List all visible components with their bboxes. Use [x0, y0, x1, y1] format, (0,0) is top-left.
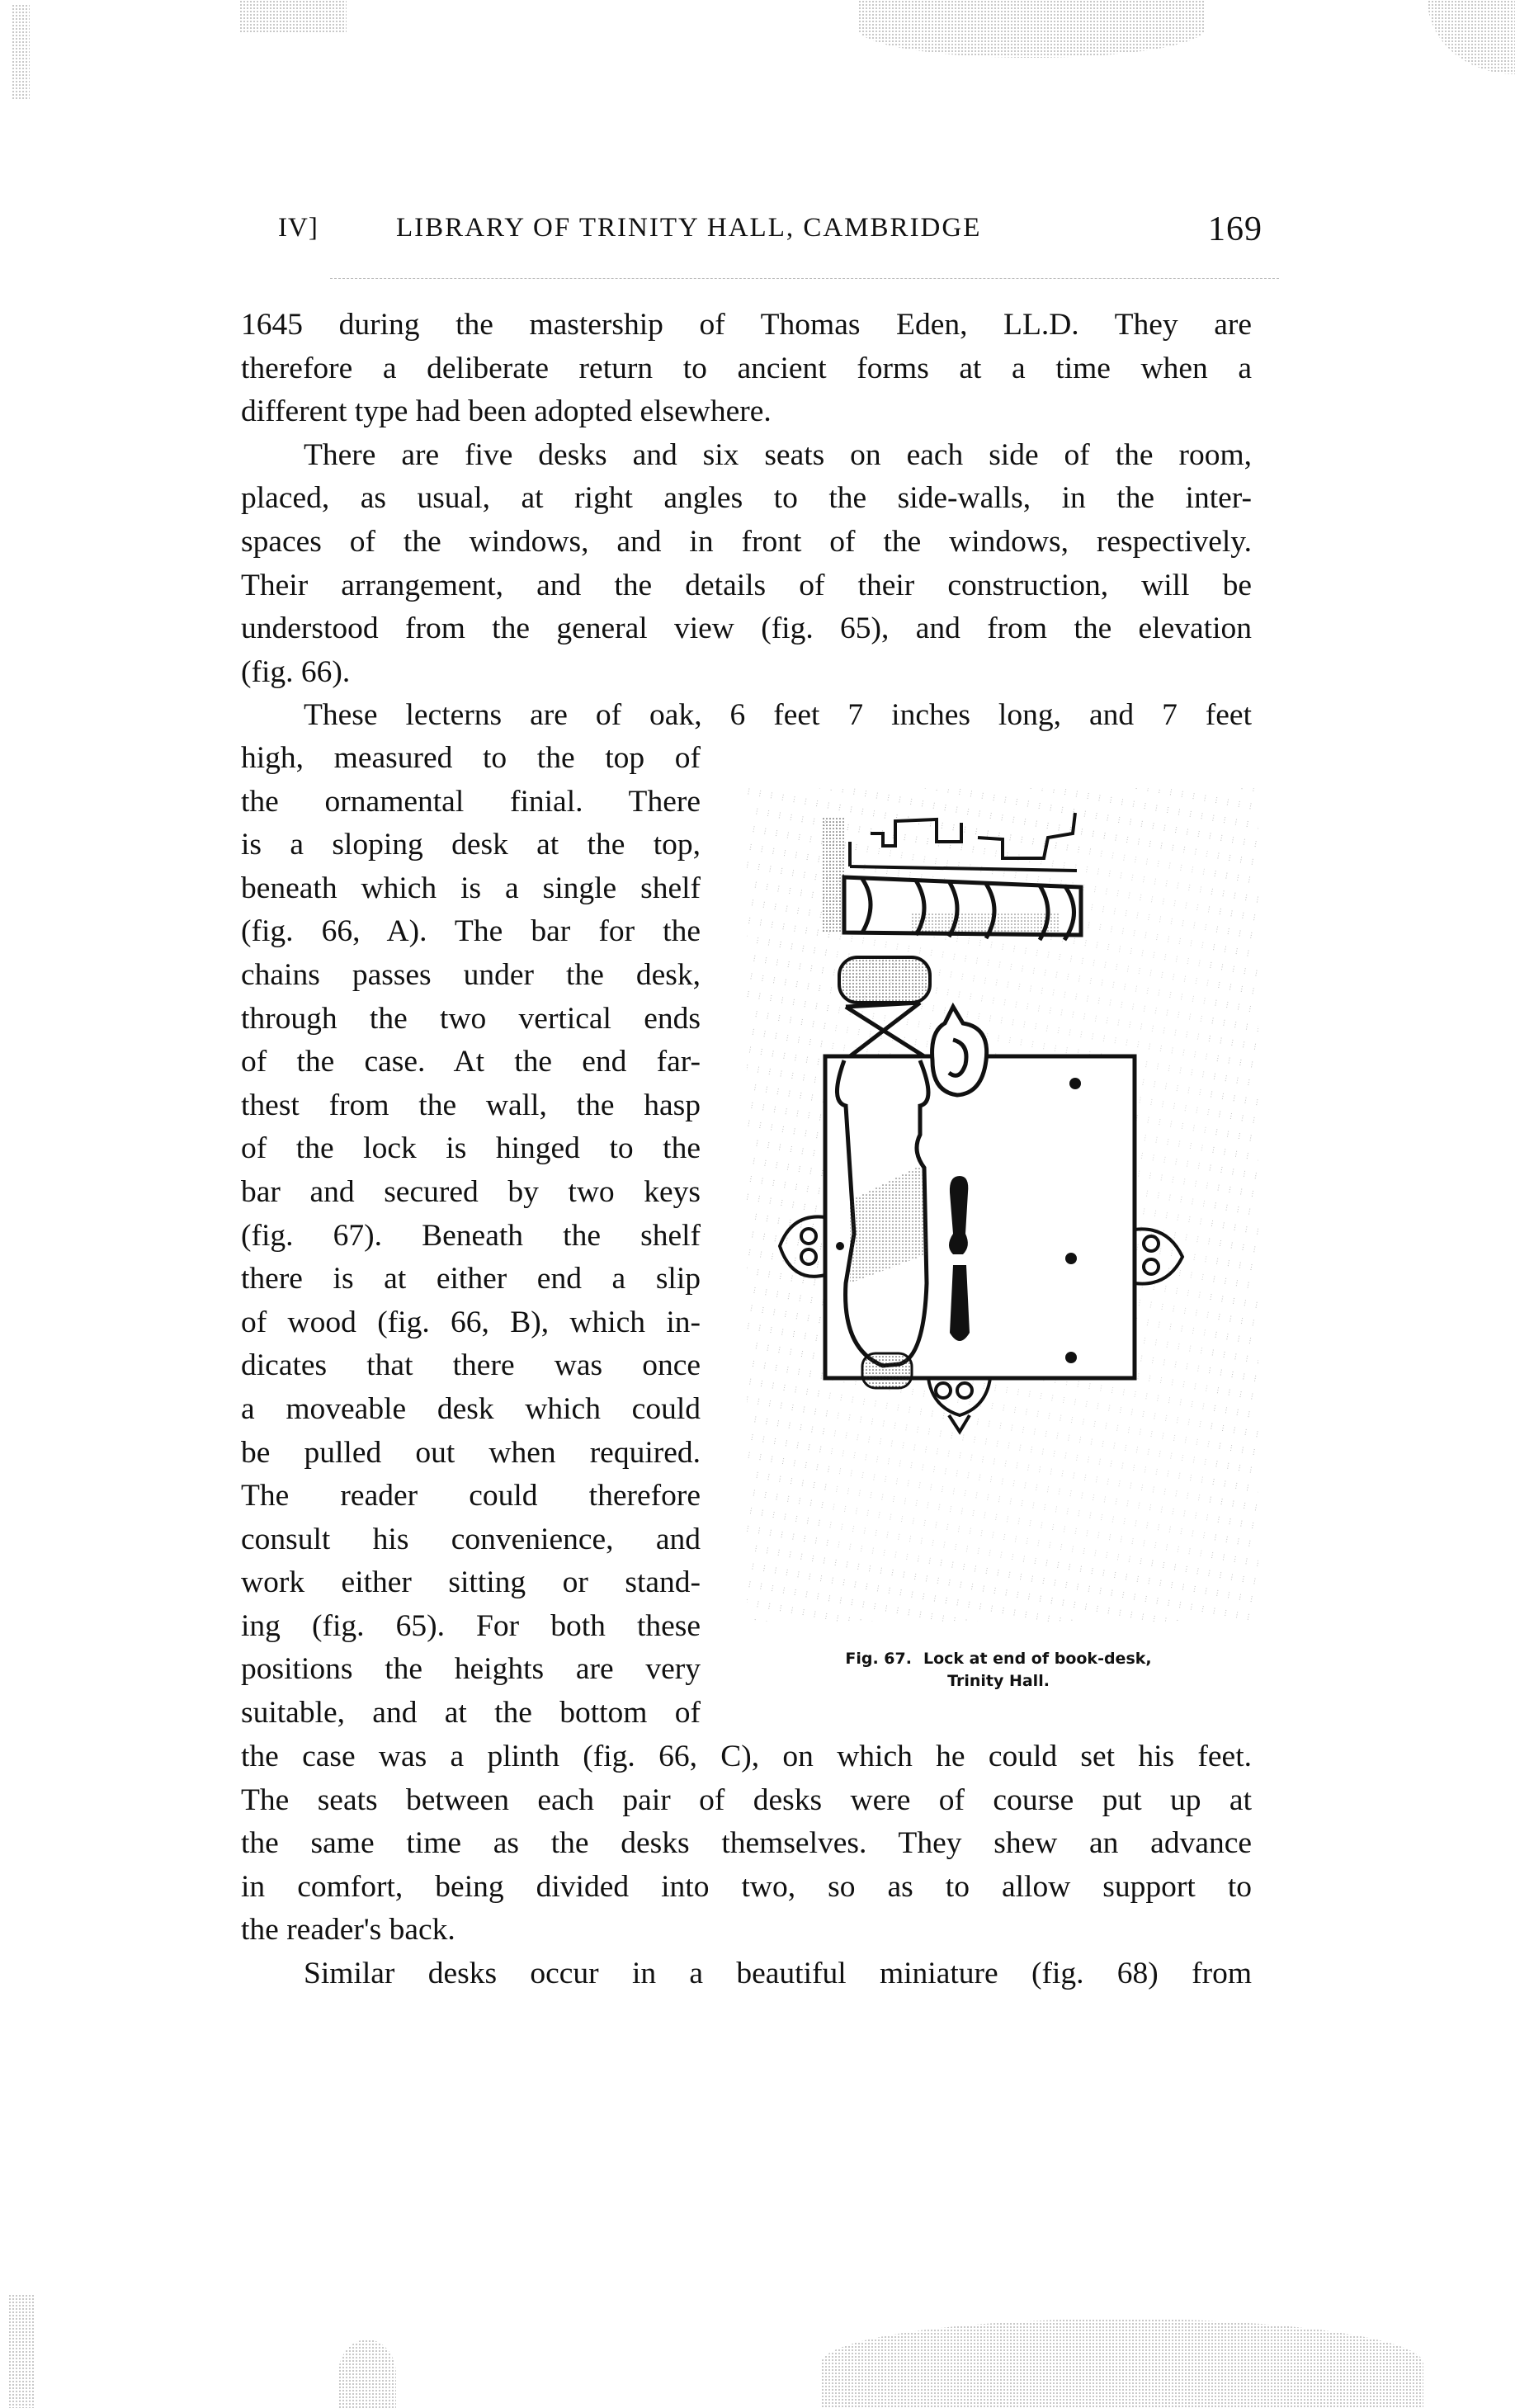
body-text-bottom: [241, 1735, 1252, 1996]
figure-label: Fig. 67.: [845, 1650, 912, 1668]
caption-line-2: Trinity Hall.: [947, 1672, 1050, 1690]
text-line: the ornamental finial. There: [241, 784, 701, 819]
paragraph: [241, 1952, 1252, 1996]
text-line: (fig. 66).: [241, 654, 351, 689]
text-line: understood from the general view (fig. 65), and from the elevation: [241, 611, 1252, 646]
scan-artifact-bottom-mid: [338, 2340, 396, 2408]
text-line: of the case. At the end far-: [241, 1045, 701, 1079]
scan-artifact-bottom-left: [8, 2294, 35, 2408]
text-line: Their arrangement, and the details of their construction, will be: [241, 568, 1252, 602]
text-line: bar and secured by two keys: [241, 1174, 701, 1209]
text-line: work either sitting or stand-: [241, 1565, 701, 1600]
header-rule: [330, 278, 1279, 280]
paragraph: [241, 694, 1252, 738]
chapter-number: IV]: [278, 213, 319, 243]
text-line: high, measured to the top of: [241, 741, 701, 775]
scan-artifact-top-right-edge: [1428, 0, 1515, 74]
text-line: beneath which is a single shelf: [241, 871, 701, 905]
text-line: in comfort, being divided into two, so as to allow support to: [241, 1869, 1252, 1904]
scan-artifact-top-center: [239, 0, 347, 33]
scan-artifact-top-left: [12, 4, 30, 99]
text-line: chains passes under the desk,: [241, 957, 701, 992]
body-text-top: [241, 304, 1252, 738]
text-line: is a sloping desk at the top,: [241, 828, 701, 862]
text-line: of wood (fig. 66, B), which in-: [241, 1305, 701, 1339]
text-line: spaces of the windows, and in front of the windows, respectively.: [241, 524, 1252, 559]
text-line: different type had been adopted elsewhere.: [241, 394, 772, 429]
text-line: through the two vertical ends: [241, 1001, 701, 1036]
text-line: There are five desks and six seats on each side of the room,: [304, 437, 1252, 472]
text-line: there is at either end a slip: [241, 1262, 701, 1296]
lock-hasp-icon: [747, 788, 1258, 1622]
text-line: The seats between each pair of desks were of course put up at: [241, 1782, 1252, 1817]
caption-line-1: Lock at end of book-desk,: [923, 1650, 1152, 1668]
text-line: consult his convenience, and: [241, 1522, 701, 1556]
text-line: positions the heights are very: [241, 1652, 701, 1687]
text-line: placed, as usual, at right angles to the side-walls, in the inter-: [241, 481, 1252, 516]
text-line: Similar desks occur in a beautiful miniature (fig. 68) from: [304, 1956, 1252, 1990]
running-title: LIBRARY OF TRINITY HALL, CAMBRIDGE: [396, 213, 982, 243]
body-text-wrapped: [241, 737, 701, 1735]
text-line: of the lock is hinged to the: [241, 1131, 701, 1166]
paragraph: [241, 1735, 1252, 1952]
text-line: (fig. 66, A). The bar for the: [241, 914, 701, 949]
text-line: the same time as the desks themselves. They shew an advance: [241, 1826, 1252, 1861]
paragraph: [241, 434, 1252, 695]
scan-artifact-top-right: [858, 0, 1205, 58]
text-line: These lecterns are of oak, 6 feet 7 inches long, and 7 feet: [304, 698, 1252, 733]
text-line: (fig. 67). Beneath the shelf: [241, 1218, 701, 1253]
text-line: therefore a deliberate return to ancient forms at a time when a: [241, 351, 1252, 385]
lock-illustration: [747, 788, 1258, 1622]
text-line: ing (fig. 65). For both these: [241, 1608, 701, 1643]
figure-caption: [776, 1648, 1221, 1693]
text-line: thest from the wall, the hasp: [241, 1088, 701, 1122]
text-line: be pulled out when required.: [241, 1435, 701, 1470]
text-line: The reader could therefore: [241, 1479, 701, 1513]
scan-artifact-bottom-right: [821, 2319, 1423, 2408]
text-line: 1645 during the mastership of Thomas Eden, LL.D. They are: [241, 308, 1252, 342]
text-line: the reader's back.: [241, 1913, 455, 1948]
running-head: [278, 210, 1262, 254]
text-line: suitable, and at the bottom of: [241, 1696, 701, 1730]
text-line: dicates that there was once: [241, 1348, 701, 1383]
text-line: the case was a plinth (fig. 66, C), on which he could set his feet.: [241, 1740, 1252, 1773]
text-line: a moveable desk which could: [241, 1391, 701, 1426]
page-number: 169: [1208, 210, 1262, 248]
paragraph: [241, 304, 1252, 434]
